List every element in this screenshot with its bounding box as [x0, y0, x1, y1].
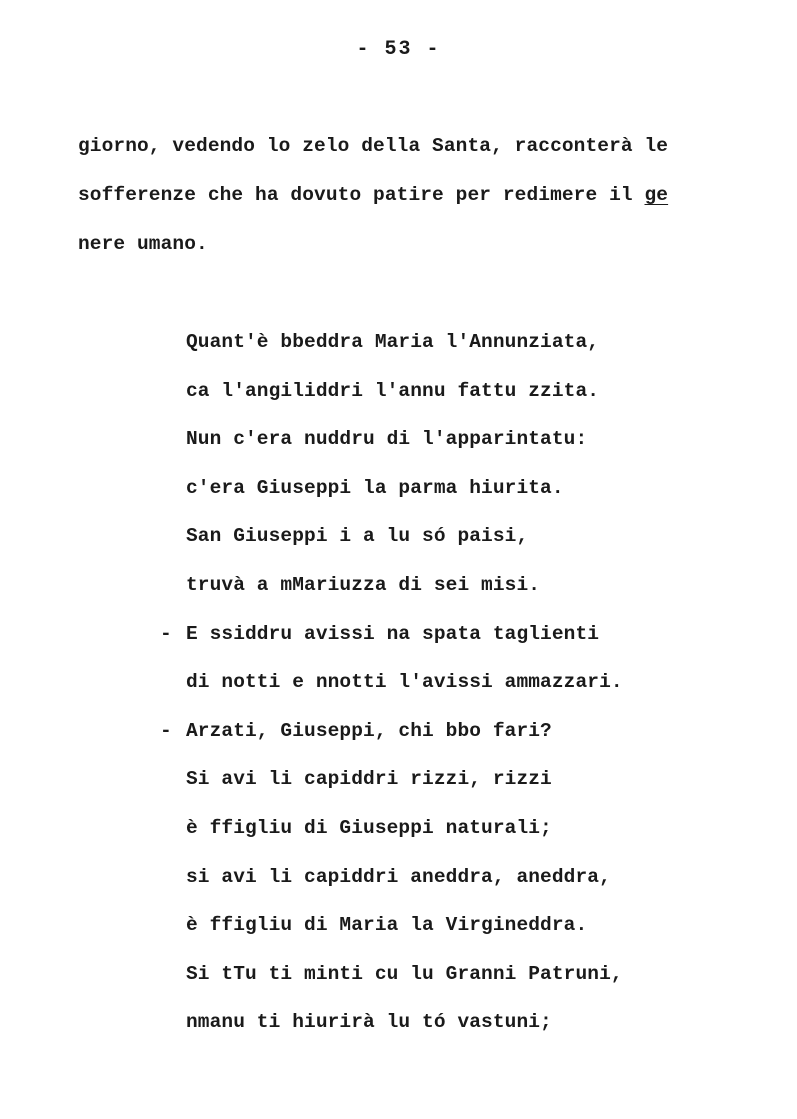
verse-line-text: nmanu ti hiurirà lu tó vastuni; [186, 1011, 552, 1034]
verse-line [186, 658, 746, 707]
verse-line-text: E ssiddru avissi na spata taglienti [186, 622, 600, 645]
verse-line-text: c'era Giuseppi la parma hiurita. [186, 476, 564, 499]
verse-line-text: Si tTu ti minti cu lu Granni Patruni, [186, 962, 623, 985]
page-number: - 53 - [356, 38, 441, 61]
verse-line [186, 318, 746, 367]
verse-line-text: San Giuseppi i a lu só paisi, [186, 525, 529, 548]
prose-line-text: sofferenze che ha dovuto patire per redimere il [78, 184, 645, 206]
verse-line-text: Nun c'era nuddru di l'apparintatu: [186, 428, 588, 451]
verse-line-text: ca l'angiliddri l'annu fattu zzita. [186, 379, 600, 402]
prose-line: nere umano. [78, 233, 208, 255]
verse-block [160, 318, 746, 1047]
verse-line [186, 367, 746, 416]
prose-underlined-fragment: ge [644, 184, 669, 206]
verse-line [186, 415, 746, 464]
verse-line [186, 512, 746, 561]
verse-dialogue-dash: - [160, 719, 172, 742]
verse-line-text: Quant'è bbeddra Maria l'Annunziata, [186, 331, 600, 353]
prose-line: giorno, vedendo lo zelo della Santa, racconterà le [78, 135, 669, 157]
verse-line-text: di notti e nnotti l'avissi ammazzari. [186, 671, 623, 694]
verse-line [186, 561, 746, 610]
verse-line-text: è ffigliu di Giuseppi naturali; [186, 816, 552, 839]
verse-line [186, 998, 746, 1047]
verse-line-text: è ffigliu di Maria la Virgineddra. [186, 914, 588, 937]
verse-line-text: si avi li capiddri aneddra, aneddra, [186, 865, 611, 888]
verse-line [160, 610, 746, 659]
prose-paragraph [78, 122, 718, 269]
verse-line [186, 755, 746, 804]
verse-line-text: Si avi li capiddri rizzi, rizzi [186, 768, 552, 791]
verse-line [186, 853, 746, 902]
verse-line [160, 707, 746, 756]
verse-line-text: Arzati, Giuseppi, chi bbo fari? [186, 719, 552, 742]
verse-line [186, 950, 746, 999]
verse-line [186, 804, 746, 853]
verse-line-text: truvà a mMariuzza di sei misi. [186, 573, 541, 596]
verse-line [186, 464, 746, 513]
verse-dialogue-dash: - [160, 622, 172, 645]
verse-line [186, 901, 746, 950]
prose-line [78, 171, 718, 220]
